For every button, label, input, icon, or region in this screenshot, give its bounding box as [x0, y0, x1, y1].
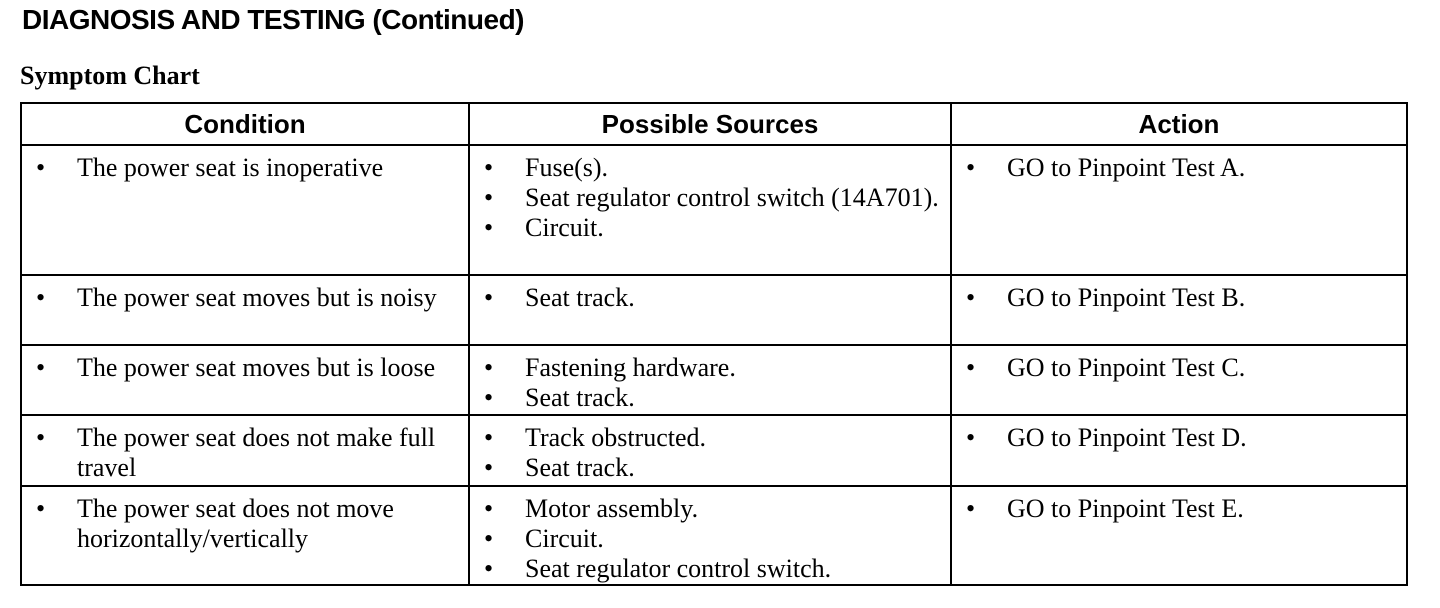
source-item: • Seat regulator control switch (14A701).	[470, 183, 950, 213]
condition-text: • The power seat moves but is loose	[22, 353, 468, 383]
condition-text: • The power seat does not make full travel	[22, 423, 468, 483]
column-header-possible-sources: Possible Sources	[469, 103, 951, 145]
column-header-action: Action	[951, 103, 1407, 145]
table-row	[21, 486, 1407, 585]
sources-cell	[469, 345, 951, 415]
source-item: • Seat track.	[470, 283, 950, 313]
table-row	[21, 145, 1407, 275]
table-header-row	[21, 103, 1407, 145]
source-item: • Motor assembly.	[470, 494, 950, 524]
source-item: • Fastening hardware.	[470, 353, 950, 383]
source-item: • Seat regulator control switch.	[470, 554, 950, 584]
condition-cell	[21, 145, 469, 275]
action-text: • GO to Pinpoint Test C.	[952, 353, 1406, 383]
table-row	[21, 275, 1407, 345]
column-header-condition: Condition	[21, 103, 469, 145]
action-text: • GO to Pinpoint Test A.	[952, 153, 1406, 183]
source-item: • Fuse(s).	[470, 153, 950, 183]
table-row	[21, 415, 1407, 486]
source-item: • Circuit.	[470, 524, 950, 554]
action-cell	[951, 145, 1407, 275]
action-text: • GO to Pinpoint Test D.	[952, 423, 1406, 453]
action-text: • GO to Pinpoint Test E.	[952, 494, 1406, 524]
condition-cell	[21, 415, 469, 486]
table-row	[21, 345, 1407, 415]
action-cell	[951, 345, 1407, 415]
source-item: • Seat track.	[470, 453, 950, 483]
condition-text: • The power seat is inoperative	[22, 153, 468, 183]
action-cell	[951, 415, 1407, 486]
section-subtitle: Symptom Chart	[20, 61, 200, 90]
source-item: • Circuit.	[470, 213, 950, 243]
sources-cell	[469, 415, 951, 486]
condition-text: • The power seat does not move horizontally/vertically	[22, 494, 468, 554]
action-cell	[951, 486, 1407, 585]
condition-cell	[21, 486, 469, 585]
sources-cell	[469, 275, 951, 345]
condition-text: • The power seat moves but is noisy	[22, 283, 468, 313]
action-cell	[951, 275, 1407, 345]
source-item: • Track obstructed.	[470, 423, 950, 453]
page-title: DIAGNOSIS AND TESTING (Continued)	[22, 4, 524, 35]
symptom-chart-table	[20, 102, 1408, 586]
condition-cell	[21, 345, 469, 415]
sources-cell	[469, 486, 951, 585]
condition-cell	[21, 275, 469, 345]
action-text: • GO to Pinpoint Test B.	[952, 283, 1406, 313]
sources-cell	[469, 145, 951, 275]
source-item: • Seat track.	[470, 383, 950, 413]
